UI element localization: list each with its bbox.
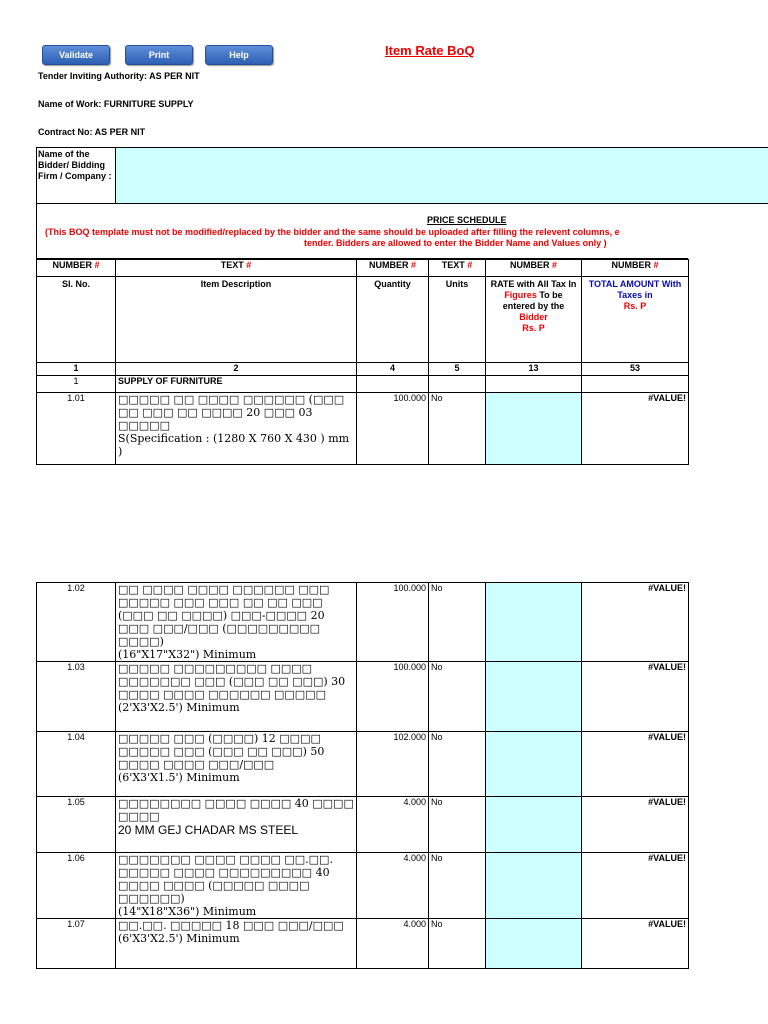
item-description: □□□□□□□□ □□□□ □□□□ 40 □□□□ □□□□ 20 MM GEJ CHADAR MS STEEL [116,797,357,853]
table-row [37,797,689,853]
print-button[interactable]: Print [125,45,193,65]
column-header-row [37,277,689,363]
item-no: 1.02 [37,583,116,662]
rate-input[interactable] [486,583,582,662]
price-schedule-heading: PRICE SCHEDULE [427,215,507,225]
item-no: 1.07 [37,919,116,969]
bidder-label: Name of the Bidder/ Bidding Firm / Company : [38,149,112,181]
table-row [37,393,689,465]
item-unit: No [429,662,486,732]
table-row [37,662,689,732]
quantity-header: Quantity [357,277,429,363]
type-cell: NUMBER # [582,260,689,277]
table-row [37,919,689,969]
item-no: 1.04 [37,732,116,797]
col-number: 5 [429,363,486,376]
rate-header: RATE with All Tax In Figures To be entered by the Bidder Rs. P [486,277,582,363]
item-description: □□ □□□□ □□□□ □□□□□□ □□□ □□□□□ □□□ □□□ □□ □□ □□□ (□□□ □□ □□□□) □□□-□□□□ 20 □□□ □□□/□□□ (□□□□□□□□□ □□□□) (16"X17"X32") Minimum [116,583,357,662]
table-row [37,583,689,662]
col-number: 4 [357,363,429,376]
item-quantity: 100.000 [357,583,429,662]
item-description: □□□□□□□ □□□□ □□□□ □□.□□. □□□□□ □□□□ □□□□□□□□□ 40 □□□□ □□□□ (□□□□□ □□□□ □□□□□□) (14"X18"X36") Minimum [116,853,357,919]
item-unit: No [429,919,486,969]
item-description: □□□□□ □□□ (□□□□) 12 □□□□ □□□□□ □□□ (□□□ □□ □□□) 50 □□□□ □□□□ □□□/□□□ (6'X3'X1.5') Minimum [116,732,357,797]
price-schedule-note-2: tender. Bidders are allowed to enter the Bidder Name and Values only ) [304,238,607,248]
type-cell: NUMBER # [37,260,116,277]
item-no: 1.06 [37,853,116,919]
item-no: 1.05 [37,797,116,853]
price-schedule-note-1: (This BOQ template must not be modified/replaced by the bidder and the same should be uploaded after filling the relevent columns, e [45,227,620,237]
item-total: #VALUE! [582,662,689,732]
item-quantity: 100.000 [357,393,429,465]
total-amount-header: TOTAL AMOUNT With Taxes in Rs. P [582,277,689,363]
type-cell: TEXT # [429,260,486,277]
item-total: #VALUE! [582,732,689,797]
page-title: Item Rate BoQ [385,43,475,58]
item-quantity: 4.000 [357,797,429,853]
tender-authority: Tender Inviting Authority: AS PER NIT [38,71,200,81]
section-no: 1 [37,376,116,393]
section-row [37,376,689,393]
price-schedule-notice [36,203,688,259]
table-row [37,732,689,797]
validate-button[interactable]: Validate [42,45,110,65]
boq-items-table [36,582,689,969]
bidder-name-input[interactable] [115,147,768,204]
col-number: 13 [486,363,582,376]
item-unit: No [429,583,486,662]
type-cell: NUMBER # [357,260,429,277]
item-quantity: 102.000 [357,732,429,797]
item-total: #VALUE! [582,853,689,919]
work-name: Name of Work: FURNITURE SUPPLY [38,99,194,109]
sl-no-header: Sl. No. [37,277,116,363]
item-description: □□□□□ □□ □□□□ □□□□□□ (□□□ □□ □□□ □□ □□□□ 20 □□□ 03 □□□□□ S(Specification : (1280 X 760 X 430 ) mm ) [116,393,357,465]
rate-input[interactable] [486,797,582,853]
type-cell: NUMBER # [486,260,582,277]
column-number-row [37,363,689,376]
help-button[interactable]: Help [205,45,273,65]
item-description: □□.□□. □□□□□ 18 □□□ □□□/□□□ (6'X3'X2.5') Minimum [116,919,357,969]
item-unit: No [429,853,486,919]
col-number: 1 [37,363,116,376]
column-type-row [37,260,689,277]
item-quantity: 4.000 [357,919,429,969]
item-no: 1.01 [37,393,116,465]
item-no: 1.03 [37,662,116,732]
item-total: #VALUE! [582,393,689,465]
rate-input[interactable] [486,393,582,465]
table-row [37,853,689,919]
section-title: SUPPLY OF FURNITURE [116,376,357,393]
item-total: #VALUE! [582,583,689,662]
units-header: Units [429,277,486,363]
col-number: 2 [116,363,357,376]
rate-input[interactable] [486,919,582,969]
item-quantity: 100.000 [357,662,429,732]
rate-input[interactable] [486,732,582,797]
col-number: 53 [582,363,689,376]
item-unit: No [429,732,486,797]
item-total: #VALUE! [582,797,689,853]
item-total: #VALUE! [582,919,689,969]
boq-header-table [36,259,689,465]
rate-input[interactable] [486,853,582,919]
type-cell: TEXT # [116,260,357,277]
item-description-header: Item Description [116,277,357,363]
item-unit: No [429,797,486,853]
contract-no: Contract No: AS PER NIT [38,127,146,137]
item-quantity: 4.000 [357,853,429,919]
rate-input[interactable] [486,662,582,732]
item-unit: No [429,393,486,465]
item-description: □□□□□ □□□□□□□□□ □□□□ □□□□□□□ □□□ (□□□ □□ □□□) 30 □□□□ □□□□ □□□□□□ □□□□□ (2'X3'X2.5') Minimum [116,662,357,732]
bidder-label-cell [36,147,116,204]
